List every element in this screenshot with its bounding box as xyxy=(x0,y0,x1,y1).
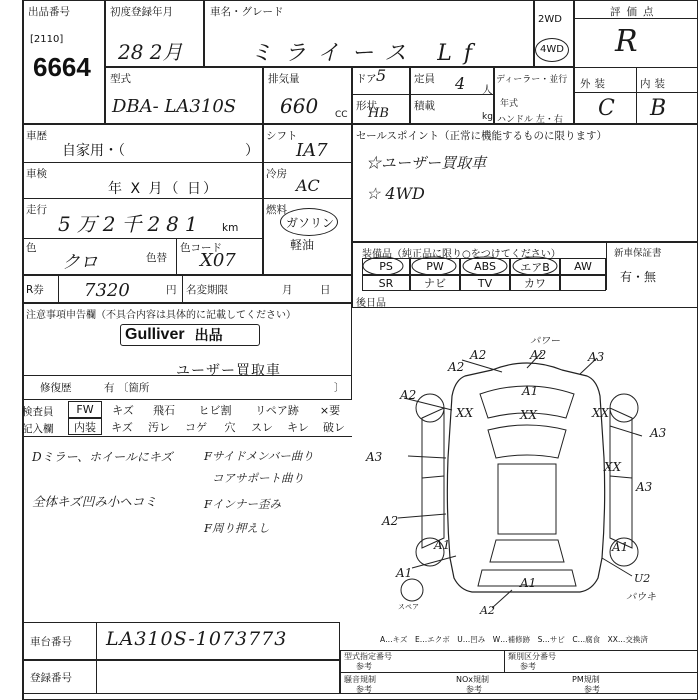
inspector-label: 検査員 xyxy=(22,406,54,418)
car-windshield xyxy=(488,425,566,458)
diag-mark-18: A1 xyxy=(434,538,451,552)
repair-value: 有 〔箇所 xyxy=(104,382,150,394)
writer-label: 記入欄 xyxy=(22,423,54,435)
recycle-label: R券 xyxy=(26,284,44,296)
recycle-value: 7320 xyxy=(84,280,130,301)
ac-value: AC xyxy=(296,176,320,195)
model-label: 車名・グレード xyxy=(210,6,284,18)
drive-4wd-circle xyxy=(535,38,569,62)
diag-mark-7: XX xyxy=(456,406,474,420)
interior-label: 内装 xyxy=(640,78,669,90)
insp-fw: FW xyxy=(68,401,102,418)
fuel-diesel: 軽油 xyxy=(290,238,315,252)
diag-mark-4: A2 xyxy=(448,360,465,374)
insp-hibi: ヒビ割 xyxy=(198,403,232,417)
color-code-label: 色コード xyxy=(180,242,222,254)
sales-label: セールスポイント（正常に機能するものに限ります） xyxy=(356,130,608,142)
hand-note-left2: 全体キズ凹み小ヘコミ xyxy=(32,494,157,509)
diag-mark-15: A1 xyxy=(396,566,413,580)
spare-tire xyxy=(401,579,423,601)
insp2-yabure: 破レ xyxy=(323,420,345,434)
equip-leather: カワ xyxy=(510,275,560,291)
rear-seat-label: 後日品 xyxy=(356,298,386,309)
history-value: 自家用・（ xyxy=(62,143,125,159)
notes-line xyxy=(22,375,352,376)
warranty-label: 新車保証書 xyxy=(614,248,662,259)
exterior-value: C xyxy=(598,96,615,121)
diag-mark-12: A3 xyxy=(366,450,383,464)
loadcap-unit: kg xyxy=(482,112,493,122)
color-label: 色 xyxy=(26,242,37,254)
hand-note-right3: Fインナー歪み xyxy=(204,497,281,511)
doors-label: ドア xyxy=(356,73,377,85)
color-code-value: X07 xyxy=(200,250,236,271)
cert-mid-line xyxy=(340,672,698,673)
shape-value: HB xyxy=(368,106,389,121)
name-change-month: 月 xyxy=(282,284,293,296)
model-value: ミライース Lf xyxy=(250,41,484,66)
drive-4wd: 4WD xyxy=(540,44,564,55)
diag-mark-21: パウキ xyxy=(626,592,656,603)
sales-line2: ☆ 4WD xyxy=(366,184,425,203)
score-value: R xyxy=(615,24,638,59)
hand-note-right2: コアサポート曲り xyxy=(212,471,304,485)
noise-label: 騒音規制 xyxy=(344,675,376,684)
shape-label: 形状 xyxy=(356,100,377,112)
fuel-gas: ガソリン xyxy=(286,216,335,230)
first-reg-label: 初度登録年月 xyxy=(110,6,173,18)
diag-mark-8: XX xyxy=(520,408,538,422)
type-label: 型式 xyxy=(110,73,131,85)
recycle-divider2 xyxy=(182,275,183,303)
reg-divider xyxy=(96,660,97,694)
color-value: クロ xyxy=(62,252,98,273)
sales-line1: ☆ユーザー買取車 xyxy=(366,154,487,172)
mileage-value: 5万2千281 xyxy=(58,212,204,236)
user-buy-text: ユーザー買取車 xyxy=(176,363,281,379)
diag-mark-10: A3 xyxy=(650,426,667,440)
equip-navi: ナビ xyxy=(410,275,460,291)
capacity-divider xyxy=(410,94,494,95)
shift-line xyxy=(263,162,352,163)
fuel-gas-circle xyxy=(280,208,338,236)
history-line2 xyxy=(22,198,263,199)
lot-code: [2110] xyxy=(30,34,64,45)
insp2-sure: スレ xyxy=(251,420,273,434)
first-reg-value: 28 2月 xyxy=(118,40,183,64)
recycle-divider1 xyxy=(58,275,59,303)
history-line3 xyxy=(22,238,263,239)
diag-mark-1: A2 xyxy=(470,348,487,362)
equip-aw: AW xyxy=(560,258,606,275)
name-change-label: 名変期限 xyxy=(186,284,228,296)
score-divider xyxy=(574,18,698,19)
lot-number: 6664 xyxy=(33,52,91,82)
capacity-unit: 人 xyxy=(482,84,493,96)
chassis-divider xyxy=(96,622,97,660)
diag-mark-6: A1 xyxy=(522,384,539,398)
nox-label: NOx規制 xyxy=(456,675,490,684)
diag-mark-20: A2 xyxy=(480,604,495,617)
shift-value: IA7 xyxy=(296,140,328,161)
hand-note-right1: Fサイドメンバー曲り xyxy=(204,449,314,463)
displacement-label: 排気量 xyxy=(268,73,300,85)
equip-airbag: エアB xyxy=(510,258,560,275)
insp2-yogore: 汚レ xyxy=(148,420,170,434)
wheel-fr xyxy=(610,394,638,422)
loadcap-label: 積載 xyxy=(414,100,435,112)
chassis-value: LA310S-1073773 xyxy=(106,628,288,650)
mileage-unit: km xyxy=(222,222,239,234)
insp2-ana: 穴 xyxy=(224,420,236,434)
pm-ref: 参考 xyxy=(584,685,600,694)
cert-ref: 参考 xyxy=(356,662,372,671)
chassis-label: 車台番号 xyxy=(30,636,72,648)
type-value: DBA- LA310S xyxy=(112,96,237,117)
doors-divider xyxy=(352,94,410,95)
inspector-bottom xyxy=(22,436,352,437)
cc-unit: CC xyxy=(335,110,348,120)
capacity-label: 定員 xyxy=(414,73,435,85)
exterior-label: 外装 xyxy=(580,78,609,90)
insp2-koge: コゲ xyxy=(185,420,207,434)
recycle-unit: 円 xyxy=(166,284,177,296)
equipment-circles xyxy=(352,242,612,302)
history-line1 xyxy=(22,162,263,163)
capacity-value: 4 xyxy=(455,74,466,93)
diag-mark-19: A1 xyxy=(612,540,629,554)
diag-mark-2: A2 xyxy=(530,348,547,362)
history-close: ） xyxy=(245,143,259,159)
equip-sr: SR xyxy=(362,275,410,291)
reg-label: 登録番号 xyxy=(30,672,72,684)
color-divider xyxy=(176,238,177,275)
score-label: 評価点 xyxy=(610,6,660,18)
diagram-legend: A…キズ E…エクボ U…凹み W…補修跡 S…サビ C…腐食 XX…交換済 xyxy=(380,635,648,644)
repair-end: 〕 xyxy=(334,382,345,394)
insp2-kire: キレ xyxy=(287,420,309,434)
mileage-label: 走行 xyxy=(26,204,47,216)
gulliver-logo xyxy=(120,324,260,346)
displacement-value: 660 xyxy=(280,94,319,118)
gulliver-text: Gulliver xyxy=(125,326,185,343)
category-ref: 参考 xyxy=(520,662,536,671)
insp-repair: リペア跡 xyxy=(255,403,299,417)
wheel-fl xyxy=(416,394,444,422)
equip-tv: TV xyxy=(460,275,510,291)
nox-ref: 参考 xyxy=(466,685,482,694)
repair-label: 修復歴 xyxy=(40,382,72,394)
dealer-label: ディーラー・並行 xyxy=(496,75,568,85)
pm-label: PM規制 xyxy=(572,675,600,684)
notice-label: 注意事項申告欄（不具合内容は具体的に記載してください） xyxy=(26,310,296,321)
diag-mark-power: パワー xyxy=(530,336,560,347)
shuppin-text: 出品 xyxy=(194,328,223,344)
category-label: 類別区分番号 xyxy=(508,652,556,661)
insp2-kizu: キズ xyxy=(111,420,133,434)
warranty-value: 有・無 xyxy=(620,270,657,284)
ac-line xyxy=(263,198,352,199)
history-label: 車歴 xyxy=(26,130,47,142)
insp-tobiishi: 飛石 xyxy=(153,403,175,417)
diag-mark-5: A2 xyxy=(400,388,417,402)
diag-mark-3: A3 xyxy=(588,350,605,364)
repaint-label: 色替 xyxy=(146,252,167,264)
equip-pw: PW xyxy=(410,258,460,275)
interior-value: B xyxy=(650,96,667,121)
diag-mark-13: A3 xyxy=(636,480,653,494)
insp-req: ×要 xyxy=(319,403,341,417)
equip-ps: PS xyxy=(362,258,410,275)
name-change-day: 日 xyxy=(320,284,331,296)
diag-mark-16: U2 xyxy=(634,572,651,585)
ext-int-divider xyxy=(636,67,637,124)
hand-note-left1: Dミラー、ホイールにキズ xyxy=(32,450,173,464)
inspection-label: 車検 xyxy=(26,168,47,180)
car-rear-glass xyxy=(490,540,564,562)
equipment-label: 装備品（純正品に限り○をつけてください） xyxy=(362,249,561,260)
noise-ref: 参考 xyxy=(356,685,372,694)
car-roof xyxy=(498,464,556,534)
insp-kizu: キズ xyxy=(112,403,134,417)
diag-spare-label: スペア xyxy=(398,603,419,611)
fuel-label: 燃料 xyxy=(266,204,287,216)
inspection-value: 年 X 月（ 日） xyxy=(108,181,219,197)
lot-label: 出品番号 xyxy=(28,6,70,18)
doors-value: 5 xyxy=(376,66,387,85)
cert-divider xyxy=(504,650,505,672)
diag-mark-9: XX xyxy=(592,406,610,420)
diag-mark-14: A2 xyxy=(382,514,399,528)
ext-int-divider-h xyxy=(574,92,698,93)
year-label: 年式 xyxy=(500,99,519,109)
insp-naisou: 内装 xyxy=(68,418,102,435)
equip-abs: ABS xyxy=(460,258,510,275)
handle-label: ハンドル 左・右 xyxy=(497,115,563,125)
cert-label: 型式指定番号 xyxy=(344,652,392,661)
hand-note-right4: F周り押えし xyxy=(204,521,270,535)
diag-mark-17: A1 xyxy=(520,576,537,590)
drive-2wd: 2WD xyxy=(538,14,562,25)
ac-label: 冷房 xyxy=(266,168,287,180)
shift-label: シフト xyxy=(266,130,298,142)
diag-mark-11: XX xyxy=(604,460,622,474)
